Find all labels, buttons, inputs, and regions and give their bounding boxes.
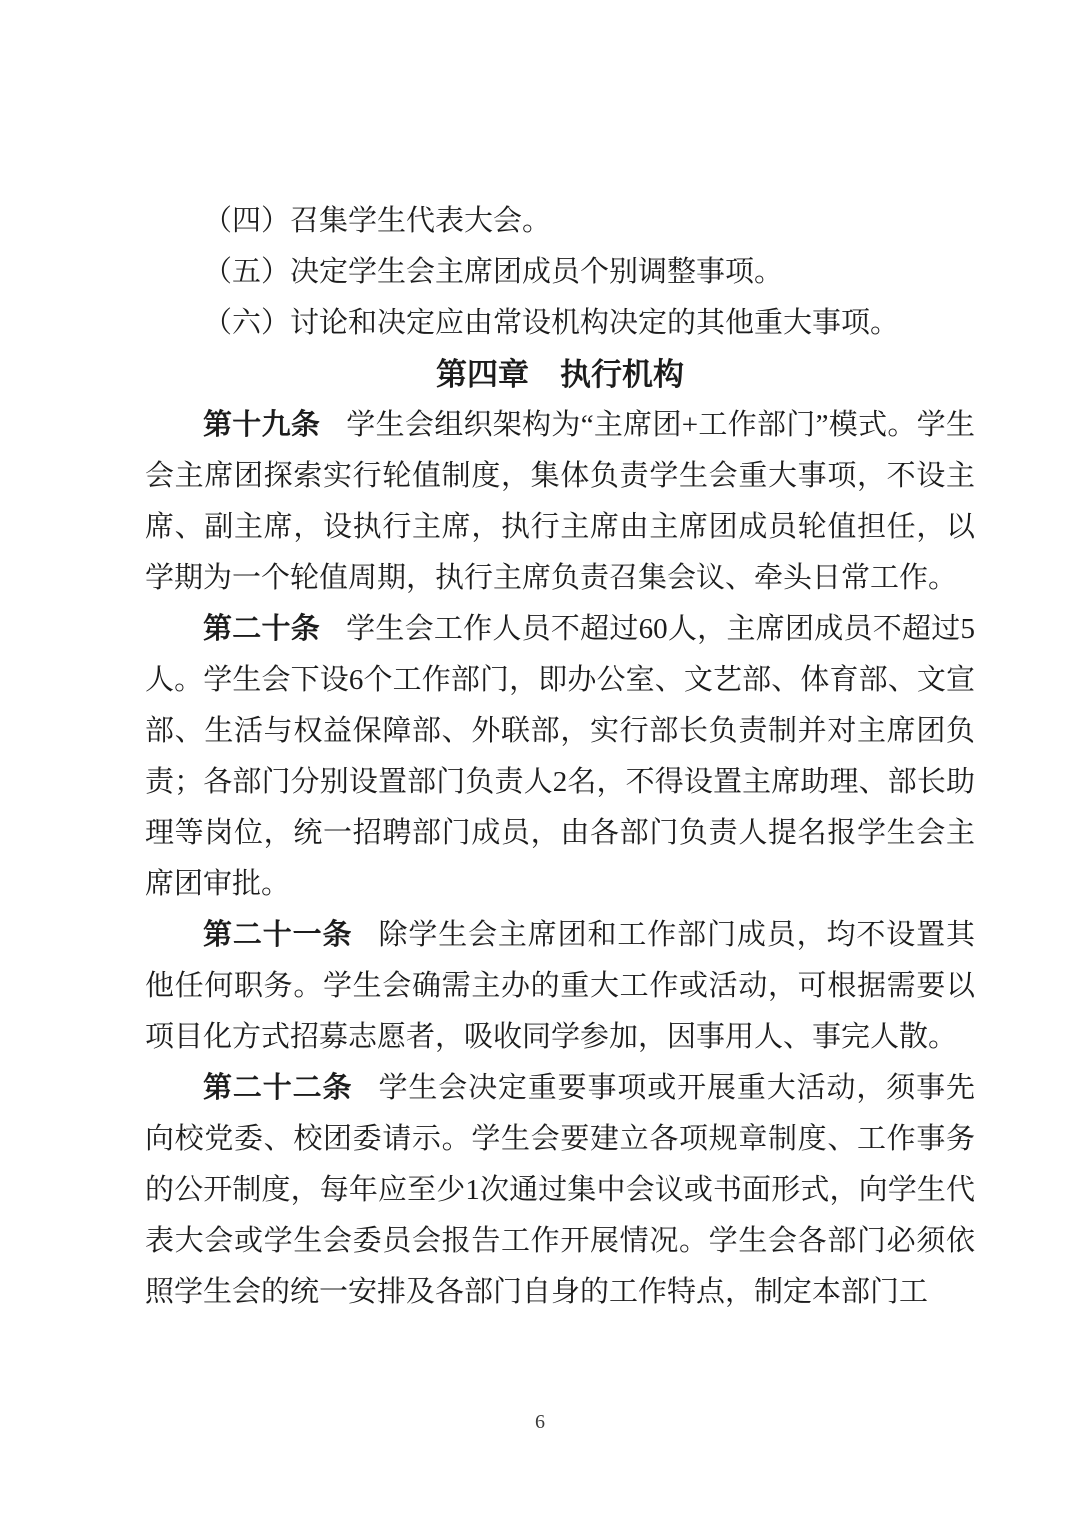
list-item-4: （四）召集学生代表大会。: [203, 205, 552, 237]
article-paragraph-20: [145, 604, 975, 910]
article-22-number: 第二十二条: [203, 1072, 353, 1104]
list-item-6: （六）讨论和决定应由常设机构决定的其他重大事项。: [203, 307, 900, 339]
list-item-5: （五）决定学生会主席团成员个别调整事项。: [203, 256, 784, 288]
article-paragraph-19: [145, 400, 975, 604]
article-22-text: 学生会决定重要事项或开展重大活动，须事先向校党委、校团委请示。学生会要建立各项规章制度、工作事务的公开制度，每年应至少1次通过集中会议或书面形式，向学生代表大会或学生会委员会报告工作开展情况。学生会各部门必须依照学生会的统一安排及各部门自身的工作特点，制定本部门工: [145, 1072, 975, 1308]
page-footer: [0, 1408, 1080, 1436]
document-content: [145, 196, 975, 1318]
article-21-number: 第二十一条: [203, 919, 353, 951]
page-number: 6: [535, 1411, 545, 1433]
chapter-heading: 第四章 执行机构: [436, 357, 684, 392]
article-paragraph-22: [145, 1063, 975, 1318]
article-paragraph-21: [145, 910, 975, 1063]
article-19-number: 第十九条: [203, 409, 321, 441]
article-19-text: 学生会组织架构为“主席团+工作部门”模式。学生会主席团探索实行轮值制度，集体负责学生会重大事项，不设主席、副主席，设执行主席，执行主席由主席团成员轮值担任，以学期为一个轮值周期，执行主席负责召集会议、牵头日常工作。: [145, 409, 975, 594]
article-21-text: 除学生会主席团和工作部门成员，均不设置其他任何职务。学生会确需主办的重大工作或活动，可根据需要以项目化方式招募志愿者，吸收同学参加，因事用人、事完人散。: [145, 919, 975, 1053]
article-20-number: 第二十条: [203, 613, 321, 645]
article-20-text: 学生会工作人员不超过60人，主席团成员不超过5人。学生会下设6个工作部门，即办公室、文艺部、体育部、文宣部、生活与权益保障部、外联部，实行部长负责制并对主席团负责；各部门分别设置部门负责人2名，不得设置主席助理、部长助理等岗位，统一招聘部门成员，由各部门负责人提名报学生会主席团审批。: [145, 613, 975, 900]
